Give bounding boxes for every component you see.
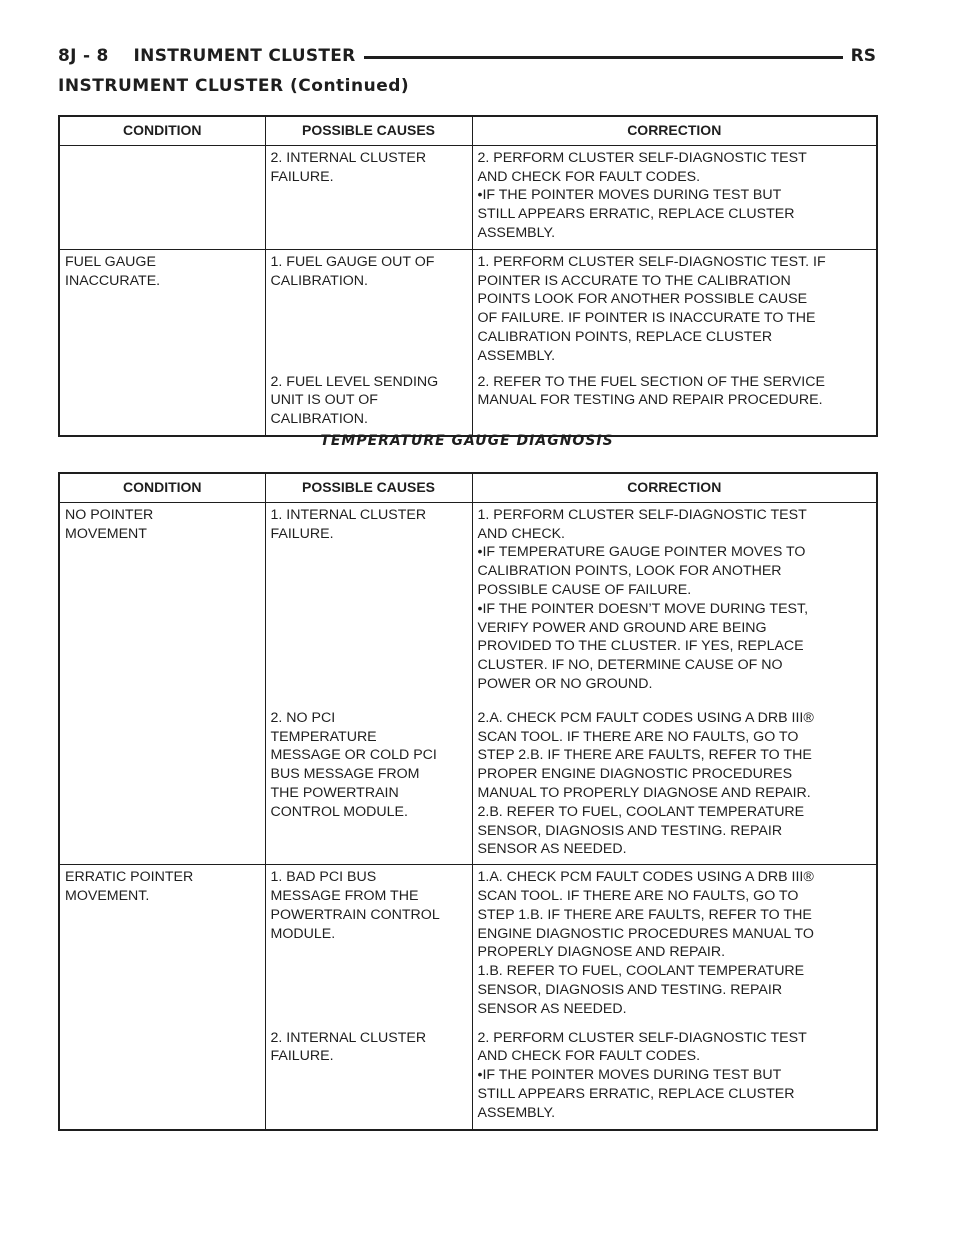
correction-line: 1.B. REFER TO FUEL, COOLANT TEMPERATURE	[477, 963, 805, 980]
correction-cell	[472, 1026, 877, 1130]
table-row	[59, 1026, 877, 1130]
cause-line: 1. INTERNAL CLUSTER	[270, 506, 427, 523]
header-condition: CONDITION	[59, 116, 265, 145]
bullet-line: •IF THE POINTER DOESN’T MOVE DURING TEST,	[477, 600, 809, 617]
bullet-icon: •	[477, 187, 483, 204]
cause-line: THE POWERTRAIN	[270, 784, 399, 801]
cause-line: 2. INTERNAL CLUSTER	[270, 1029, 427, 1046]
correction-cell	[472, 502, 877, 705]
page-number-section: 8J - 8 INSTRUMENT CLUSTER	[58, 46, 364, 66]
cause-cell	[265, 145, 472, 249]
header-condition: CONDITION	[59, 473, 265, 502]
cause-line: MESSAGE FROM THE	[270, 887, 419, 904]
condition-cell	[59, 1026, 265, 1130]
correction-line: PROVIDED TO THE CLUSTER. IF YES, REPLACE	[477, 638, 804, 655]
correction-line: STEP 2.B. IF THERE ARE FAULTS, REFER TO THE	[477, 747, 812, 764]
cause-line: BUS MESSAGE FROM	[270, 766, 420, 783]
correction-line: 1. PERFORM CLUSTER SELF-DIAGNOSTIC TEST	[477, 506, 807, 523]
correction-line: 2. PERFORM CLUSTER SELF-DIAGNOSTIC TEST	[477, 149, 807, 166]
condition-line: NO POINTER	[65, 506, 154, 523]
cause-line: FAILURE.	[270, 525, 334, 542]
cause-line: 2. FUEL LEVEL SENDING	[270, 373, 439, 390]
header-correction: CORRECTION	[472, 116, 877, 145]
correction-line: 2.B. REFER TO FUEL, COOLANT TEMPERATURE	[477, 803, 805, 820]
correction-line: AND CHECK FOR FAULT CODES.	[477, 168, 701, 185]
correction-line: OF FAILURE. IF POINTER IS INACCURATE TO THE	[477, 310, 816, 327]
correction-line: ASSEMBLY.	[477, 1104, 556, 1121]
bullet-icon: •	[477, 544, 483, 561]
table-row	[59, 706, 877, 865]
bullet-icon: •	[477, 1067, 483, 1084]
correction-line: POINTER IS ACCURATE TO THE CALIBRATION	[477, 272, 791, 289]
cause-line: CONTROL MODULE.	[270, 803, 408, 820]
correction-line: STEP 1.B. IF THERE ARE FAULTS, REFER TO THE	[477, 906, 812, 923]
correction-line: 2. PERFORM CLUSTER SELF-DIAGNOSTIC TEST	[477, 1029, 807, 1046]
correction-line: SENSOR AS NEEDED.	[477, 1000, 627, 1017]
cause-cell	[265, 502, 472, 705]
temperature-gauge-diagnosis-table	[58, 472, 878, 1131]
correction-line: PROPER ENGINE DIAGNOSTIC PROCEDURES	[477, 766, 793, 783]
correction-line: CALIBRATION POINTS, REPLACE CLUSTER	[477, 328, 773, 345]
page-code: RS	[843, 46, 876, 66]
cause-line: CALIBRATION.	[270, 272, 368, 289]
header-correction: CORRECTION	[472, 473, 877, 502]
correction-line: SENSOR, DIAGNOSIS AND TESTING. REPAIR	[477, 822, 783, 839]
correction-line: SCAN TOOL. IF THERE ARE NO FAULTS, GO TO	[477, 887, 799, 904]
correction-line: POINTS LOOK FOR ANOTHER POSSIBLE CAUSE	[477, 291, 808, 308]
correction-cell	[472, 370, 877, 436]
condition-line: MOVEMENT	[65, 525, 147, 542]
correction-line: CLUSTER. IF NO, DETERMINE CAUSE OF NO	[477, 657, 783, 674]
cause-cell	[265, 706, 472, 865]
condition-cell	[59, 145, 265, 249]
cause-line: TEMPERATURE	[270, 728, 377, 745]
cause-cell	[265, 865, 472, 1026]
cause-line: POWERTRAIN CONTROL	[270, 906, 440, 923]
correction-cell	[472, 706, 877, 865]
cause-line: FAILURE.	[270, 168, 334, 185]
table-row	[59, 865, 877, 1026]
correction-cell	[472, 145, 877, 249]
cause-cell	[265, 249, 472, 369]
condition-line: MOVEMENT.	[65, 887, 150, 904]
correction-cell	[472, 249, 877, 369]
correction-line: SCAN TOOL. IF THERE ARE NO FAULTS, GO TO	[477, 728, 799, 745]
correction-line: SENSOR AS NEEDED.	[477, 841, 627, 858]
table-row	[59, 145, 877, 249]
correction-line: VERIFY POWER AND GROUND ARE BEING	[477, 619, 767, 636]
correction-line: POSSIBLE CAUSE OF FAILURE.	[477, 581, 692, 598]
correction-line: MANUAL FOR TESTING AND REPAIR PROCEDURE.	[477, 392, 823, 409]
correction-line: 1.A. CHECK PCM FAULT CODES USING A DRB III®	[477, 869, 814, 886]
section-title: INSTRUMENT CLUSTER (Continued)	[58, 76, 410, 96]
condition-cell	[59, 502, 265, 705]
correction-line: PROPERLY DIAGNOSE AND REPAIR.	[477, 944, 726, 961]
condition-cell	[59, 249, 265, 369]
correction-line: CALIBRATION POINTS, LOOK FOR ANOTHER	[477, 563, 782, 580]
page-header	[58, 44, 876, 72]
header-possible-causes: POSSIBLE CAUSES	[265, 116, 472, 145]
cause-line: 1. BAD PCI BUS	[270, 869, 377, 886]
header-possible-causes: POSSIBLE CAUSES	[265, 473, 472, 502]
cause-line: UNIT IS OUT OF	[270, 392, 378, 409]
bullet-line: •IF THE POINTER MOVES DURING TEST BUT	[477, 1067, 782, 1084]
correction-line: STILL APPEARS ERRATIC, REPLACE CLUSTER	[477, 206, 795, 223]
table-caption: TEMPERATURE GAUGE DIAGNOSIS	[320, 433, 614, 449]
condition-line: INACCURATE.	[65, 272, 161, 289]
cause-cell	[265, 370, 472, 436]
condition-cell	[59, 370, 265, 436]
fuel-gauge-diagnosis-table	[58, 115, 878, 437]
correction-line: 1. PERFORM CLUSTER SELF-DIAGNOSTIC TEST. IF	[477, 253, 826, 270]
cause-cell	[265, 1026, 472, 1130]
table-row	[59, 370, 877, 436]
correction-line: ENGINE DIAGNOSTIC PROCEDURES MANUAL TO	[477, 925, 814, 942]
cause-line: MODULE.	[270, 925, 336, 942]
table-row	[59, 249, 877, 369]
cause-line: 1. FUEL GAUGE OUT OF	[270, 253, 435, 270]
bullet-icon: •	[477, 600, 483, 617]
correction-line: ASSEMBLY.	[477, 347, 556, 364]
table-row	[59, 502, 877, 705]
correction-line: MANUAL TO PROPERLY DIAGNOSE AND REPAIR.	[477, 784, 811, 801]
condition-cell	[59, 706, 265, 865]
cause-line: FAILURE.	[270, 1048, 334, 1065]
correction-line: 2. REFER TO THE FUEL SECTION OF THE SERVICE	[477, 373, 825, 390]
cause-line: 2. NO PCI	[270, 709, 336, 726]
cause-line: MESSAGE OR COLD PCI	[270, 747, 437, 764]
correction-line: STILL APPEARS ERRATIC, REPLACE CLUSTER	[477, 1085, 795, 1102]
correction-line: AND CHECK.	[477, 525, 566, 542]
cause-line: CALIBRATION.	[270, 411, 368, 428]
condition-cell	[59, 865, 265, 1026]
bullet-line: •IF TEMPERATURE GAUGE POINTER MOVES TO	[477, 544, 806, 561]
bullet-line: •IF THE POINTER MOVES DURING TEST BUT	[477, 187, 782, 204]
correction-line: POWER OR NO GROUND.	[477, 675, 653, 692]
correction-line: AND CHECK FOR FAULT CODES.	[477, 1048, 701, 1065]
condition-line: ERRATIC POINTER	[65, 869, 194, 886]
correction-line: ASSEMBLY.	[477, 224, 556, 241]
condition-line: FUEL GAUGE	[65, 253, 156, 270]
cause-line: 2. INTERNAL CLUSTER	[270, 149, 427, 166]
correction-line: 2.A. CHECK PCM FAULT CODES USING A DRB III®	[477, 709, 814, 726]
correction-cell	[472, 865, 877, 1026]
correction-line: SENSOR, DIAGNOSIS AND TESTING. REPAIR	[477, 981, 783, 998]
